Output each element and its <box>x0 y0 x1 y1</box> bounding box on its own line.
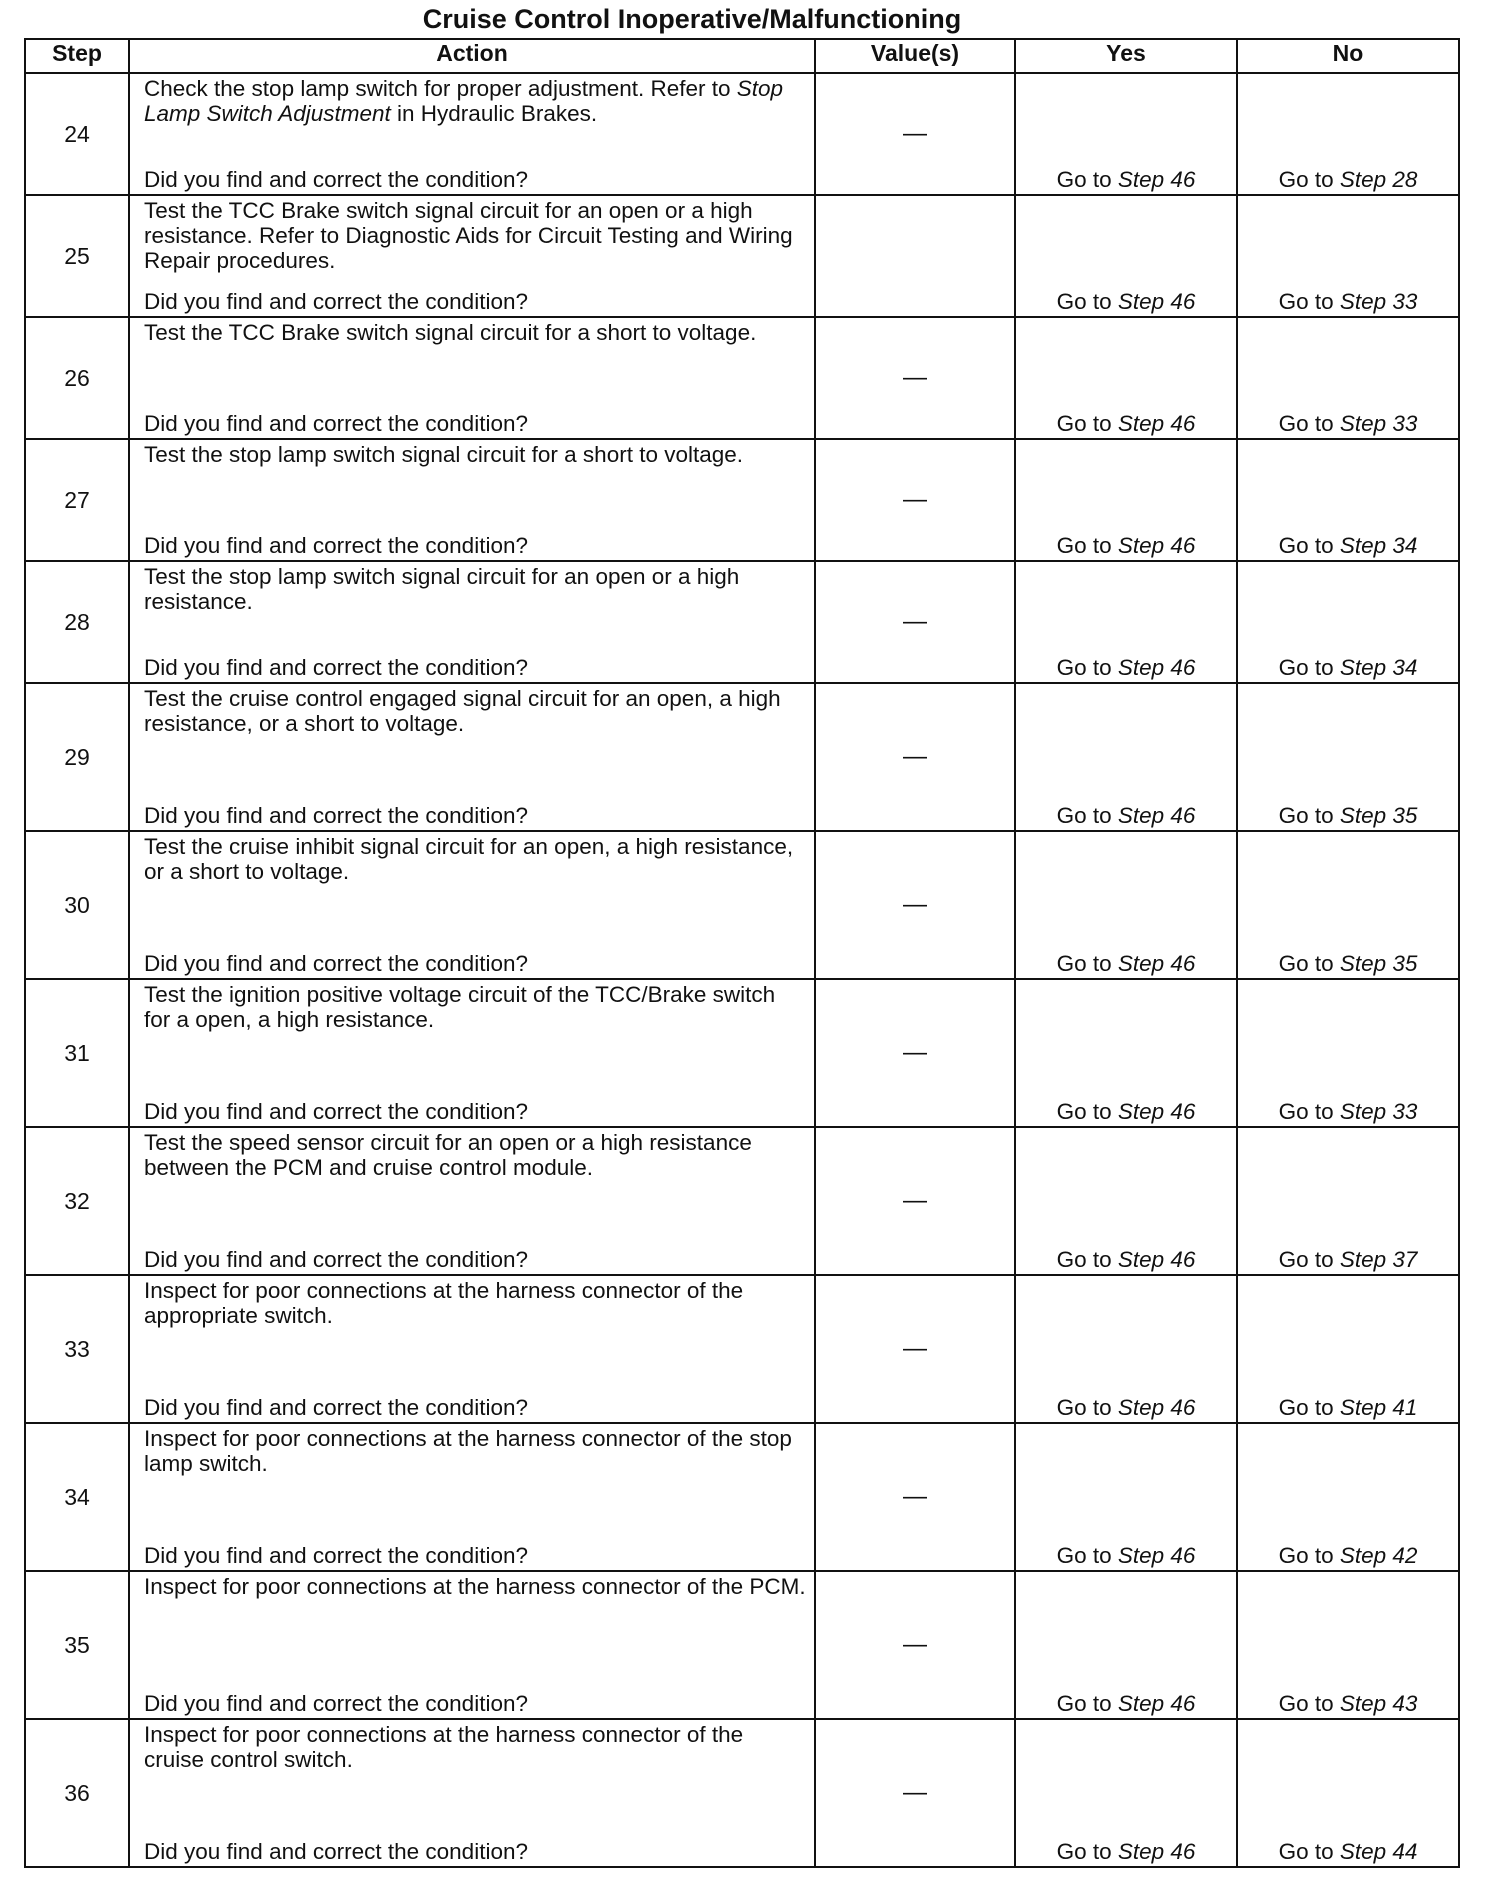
goto-prefix: Go to <box>1278 1247 1340 1272</box>
goto-prefix: Go to <box>1056 1099 1118 1124</box>
action-text: Test the cruise control engaged signal circuit for an open, a high resistance, or a short to voltage. <box>144 686 781 736</box>
action-question: Did you find and correct the condition? <box>144 1691 528 1716</box>
action-cell <box>129 439 815 561</box>
no-goto <box>1238 1099 1458 1124</box>
action-question: Did you find and correct the condition? <box>144 1099 528 1124</box>
yes-step-ref: Step 46 <box>1117 289 1196 314</box>
action-text: Test the TCC Brake switch signal circuit for a short to voltage. <box>144 320 757 345</box>
yes-goto <box>1016 1691 1236 1716</box>
value-cell: — <box>815 73 1015 195</box>
action-cell <box>129 1571 815 1719</box>
yes-cell <box>1015 439 1237 561</box>
no-cell <box>1237 73 1459 195</box>
action-text: Test the stop lamp switch signal circuit for an open or a high resistance. <box>144 564 740 614</box>
goto-prefix: Go to <box>1278 289 1340 314</box>
goto-prefix: Go to <box>1278 803 1340 828</box>
action-text: Test the TCC Brake switch signal circuit for an open or a high resistance. Refer to Diagnostic Aids for Circuit Testing and Wiring Repair procedures. <box>144 198 793 273</box>
goto-prefix: Go to <box>1056 1247 1118 1272</box>
table-header-row <box>25 39 1459 73</box>
yes-goto <box>1016 167 1236 192</box>
action-question: Did you find and correct the condition? <box>144 803 528 828</box>
yes-step-ref: Step 46 <box>1117 1395 1196 1420</box>
no-goto <box>1238 655 1458 680</box>
action-text: Inspect for poor connections at the harness connector of the stop lamp switch. <box>144 1426 792 1476</box>
action-text: Test the speed sensor circuit for an open or a high resistance between the PCM and cruise control module. <box>144 1130 752 1180</box>
no-goto <box>1238 411 1458 436</box>
yes-goto <box>1016 1099 1236 1124</box>
action-description <box>144 198 806 273</box>
step-number: 35 <box>25 1571 129 1719</box>
step-number: 24 <box>25 73 129 195</box>
no-step-ref: Step 35 <box>1339 951 1418 976</box>
yes-step-ref: Step 46 <box>1117 803 1196 828</box>
table-row <box>25 1423 1459 1571</box>
no-cell <box>1237 831 1459 979</box>
no-cell <box>1237 1275 1459 1423</box>
no-step-ref: Step 34 <box>1339 655 1418 680</box>
no-step-ref: Step 28 <box>1339 167 1418 192</box>
action-description <box>144 564 806 614</box>
step-number: 31 <box>25 979 129 1127</box>
action-description <box>144 1722 806 1772</box>
table-row <box>25 317 1459 439</box>
goto-prefix: Go to <box>1278 1691 1340 1716</box>
step-number: 28 <box>25 561 129 683</box>
goto-prefix: Go to <box>1056 655 1118 680</box>
value-cell: — <box>815 831 1015 979</box>
value-cell <box>815 195 1015 317</box>
action-cell <box>129 73 815 195</box>
goto-prefix: Go to <box>1056 1839 1118 1864</box>
step-number: 27 <box>25 439 129 561</box>
no-step-ref: Step 41 <box>1339 1395 1418 1420</box>
no-goto <box>1238 951 1458 976</box>
step-number: 25 <box>25 195 129 317</box>
header-no: No <box>1237 39 1459 73</box>
yes-cell <box>1015 683 1237 831</box>
goto-prefix: Go to <box>1056 1395 1118 1420</box>
yes-goto <box>1016 1395 1236 1420</box>
action-question: Did you find and correct the condition? <box>144 655 528 680</box>
no-step-ref: Step 33 <box>1339 289 1418 314</box>
action-question: Did you find and correct the condition? <box>144 1543 528 1568</box>
table-row <box>25 1571 1459 1719</box>
no-step-ref: Step 43 <box>1339 1691 1418 1716</box>
goto-prefix: Go to <box>1278 1099 1340 1124</box>
goto-prefix: Go to <box>1278 1395 1340 1420</box>
yes-step-ref: Step 46 <box>1117 167 1196 192</box>
table-row <box>25 73 1459 195</box>
no-goto <box>1238 1543 1458 1568</box>
yes-goto <box>1016 655 1236 680</box>
action-cell <box>129 1423 815 1571</box>
value-cell: — <box>815 1423 1015 1571</box>
action-text: Test the cruise inhibit signal circuit for an open, a high resistance, or a short to voltage. <box>144 834 794 884</box>
table-row <box>25 561 1459 683</box>
yes-step-ref: Step 46 <box>1117 1839 1196 1864</box>
no-cell <box>1237 317 1459 439</box>
yes-goto <box>1016 803 1236 828</box>
goto-prefix: Go to <box>1056 411 1118 436</box>
action-description <box>144 1574 806 1599</box>
value-cell: — <box>815 1571 1015 1719</box>
action-question: Did you find and correct the condition? <box>144 1247 528 1272</box>
action-description <box>144 1426 806 1476</box>
table-row <box>25 195 1459 317</box>
action-cell <box>129 979 815 1127</box>
no-cell <box>1237 1571 1459 1719</box>
table-row <box>25 979 1459 1127</box>
no-step-ref: Step 33 <box>1339 1099 1418 1124</box>
step-number: 30 <box>25 831 129 979</box>
yes-cell <box>1015 195 1237 317</box>
action-cell <box>129 1719 815 1867</box>
action-question: Did you find and correct the condition? <box>144 167 528 192</box>
yes-cell <box>1015 1275 1237 1423</box>
table-row <box>25 683 1459 831</box>
step-number: 34 <box>25 1423 129 1571</box>
yes-cell <box>1015 1571 1237 1719</box>
yes-cell <box>1015 561 1237 683</box>
action-question: Did you find and correct the condition? <box>144 533 528 558</box>
yes-step-ref: Step 46 <box>1117 411 1196 436</box>
value-cell: — <box>815 317 1015 439</box>
yes-cell <box>1015 1423 1237 1571</box>
goto-prefix: Go to <box>1278 655 1340 680</box>
table-row <box>25 1127 1459 1275</box>
yes-goto <box>1016 411 1236 436</box>
no-goto <box>1238 167 1458 192</box>
yes-goto <box>1016 1247 1236 1272</box>
table-row <box>25 439 1459 561</box>
no-cell <box>1237 979 1459 1127</box>
yes-step-ref: Step 46 <box>1117 1247 1196 1272</box>
yes-cell <box>1015 979 1237 1127</box>
action-question: Did you find and correct the condition? <box>144 289 528 314</box>
action-description <box>144 686 806 736</box>
yes-step-ref: Step 46 <box>1117 655 1196 680</box>
action-reference: Stop Lamp Switch Adjustment <box>144 76 784 126</box>
action-description <box>144 1278 806 1328</box>
goto-prefix: Go to <box>1278 167 1340 192</box>
yes-goto <box>1016 289 1236 314</box>
header-values: Value(s) <box>815 39 1015 73</box>
action-cell <box>129 1127 815 1275</box>
yes-cell <box>1015 73 1237 195</box>
yes-goto <box>1016 533 1236 558</box>
table-row <box>25 831 1459 979</box>
goto-prefix: Go to <box>1278 951 1340 976</box>
yes-cell <box>1015 317 1237 439</box>
header-yes: Yes <box>1015 39 1237 73</box>
diagnostic-table <box>24 38 1460 1868</box>
yes-step-ref: Step 46 <box>1117 1543 1196 1568</box>
action-question: Did you find and correct the condition? <box>144 1395 528 1420</box>
no-goto <box>1238 1395 1458 1420</box>
goto-prefix: Go to <box>1278 533 1340 558</box>
action-cell <box>129 831 815 979</box>
goto-prefix: Go to <box>1278 1543 1340 1568</box>
step-number: 26 <box>25 317 129 439</box>
goto-prefix: Go to <box>1056 1543 1118 1568</box>
action-cell <box>129 561 815 683</box>
action-question: Did you find and correct the condition? <box>144 1839 528 1864</box>
action-question: Did you find and correct the condition? <box>144 951 528 976</box>
no-goto <box>1238 533 1458 558</box>
step-number: 33 <box>25 1275 129 1423</box>
yes-cell <box>1015 831 1237 979</box>
action-text: Inspect for poor connections at the harness connector of the cruise control switch. <box>144 1722 744 1772</box>
value-cell: — <box>815 1719 1015 1867</box>
value-cell: — <box>815 439 1015 561</box>
header-step: Step <box>25 39 129 73</box>
no-step-ref: Step 44 <box>1339 1839 1418 1864</box>
table-row <box>25 1275 1459 1423</box>
action-cell <box>129 317 815 439</box>
no-step-ref: Step 33 <box>1339 411 1418 436</box>
yes-step-ref: Step 46 <box>1117 533 1196 558</box>
no-step-ref: Step 35 <box>1339 803 1418 828</box>
no-step-ref: Step 34 <box>1339 533 1418 558</box>
no-goto <box>1238 1247 1458 1272</box>
no-goto <box>1238 1691 1458 1716</box>
action-description <box>144 834 806 884</box>
action-description <box>144 320 806 345</box>
action-text: Test the ignition positive voltage circuit of the TCC/Brake switch for a open, a high resistance. <box>144 982 776 1032</box>
no-cell <box>1237 1719 1459 1867</box>
no-cell <box>1237 561 1459 683</box>
no-cell <box>1237 1423 1459 1571</box>
action-cell <box>129 195 815 317</box>
step-number: 29 <box>25 683 129 831</box>
no-step-ref: Step 37 <box>1339 1247 1418 1272</box>
goto-prefix: Go to <box>1056 533 1118 558</box>
yes-step-ref: Step 46 <box>1117 951 1196 976</box>
goto-prefix: Go to <box>1278 411 1340 436</box>
yes-cell <box>1015 1127 1237 1275</box>
action-text: Test the stop lamp switch signal circuit for a short to voltage. <box>144 442 744 467</box>
yes-step-ref: Step 46 <box>1117 1691 1196 1716</box>
yes-goto <box>1016 1543 1236 1568</box>
no-step-ref: Step 42 <box>1339 1543 1418 1568</box>
value-cell: — <box>815 979 1015 1127</box>
goto-prefix: Go to <box>1056 167 1118 192</box>
no-goto <box>1238 1839 1458 1864</box>
value-cell: — <box>815 1127 1015 1275</box>
action-description <box>144 982 806 1032</box>
action-question: Did you find and correct the condition? <box>144 411 528 436</box>
action-cell <box>129 1275 815 1423</box>
action-cell <box>129 683 815 831</box>
no-cell <box>1237 1127 1459 1275</box>
goto-prefix: Go to <box>1056 951 1118 976</box>
action-text-end: in Hydraulic Brakes. <box>390 101 598 126</box>
value-cell: — <box>815 561 1015 683</box>
goto-prefix: Go to <box>1278 1839 1340 1864</box>
action-description <box>144 1130 806 1180</box>
value-cell: — <box>815 683 1015 831</box>
no-goto <box>1238 803 1458 828</box>
step-number: 32 <box>25 1127 129 1275</box>
no-cell <box>1237 439 1459 561</box>
goto-prefix: Go to <box>1056 289 1118 314</box>
value-cell: — <box>815 1275 1015 1423</box>
no-cell <box>1237 195 1459 317</box>
page-title: Cruise Control Inoperative/Malfunctioning <box>422 4 962 34</box>
header-action: Action <box>129 39 815 73</box>
action-text: Check the stop lamp switch for proper adjustment. Refer to <box>144 76 737 101</box>
yes-cell <box>1015 1719 1237 1867</box>
goto-prefix: Go to <box>1056 803 1118 828</box>
action-text: Inspect for poor connections at the harness connector of the PCM. <box>144 1574 806 1599</box>
action-text: Inspect for poor connections at the harness connector of the appropriate switch. <box>144 1278 744 1328</box>
yes-goto <box>1016 1839 1236 1864</box>
yes-goto <box>1016 951 1236 976</box>
action-description <box>144 76 806 126</box>
no-cell <box>1237 683 1459 831</box>
action-description <box>144 442 806 467</box>
yes-step-ref: Step 46 <box>1117 1099 1196 1124</box>
goto-prefix: Go to <box>1056 1691 1118 1716</box>
table-row <box>25 1719 1459 1867</box>
step-number: 36 <box>25 1719 129 1867</box>
no-goto <box>1238 289 1458 314</box>
